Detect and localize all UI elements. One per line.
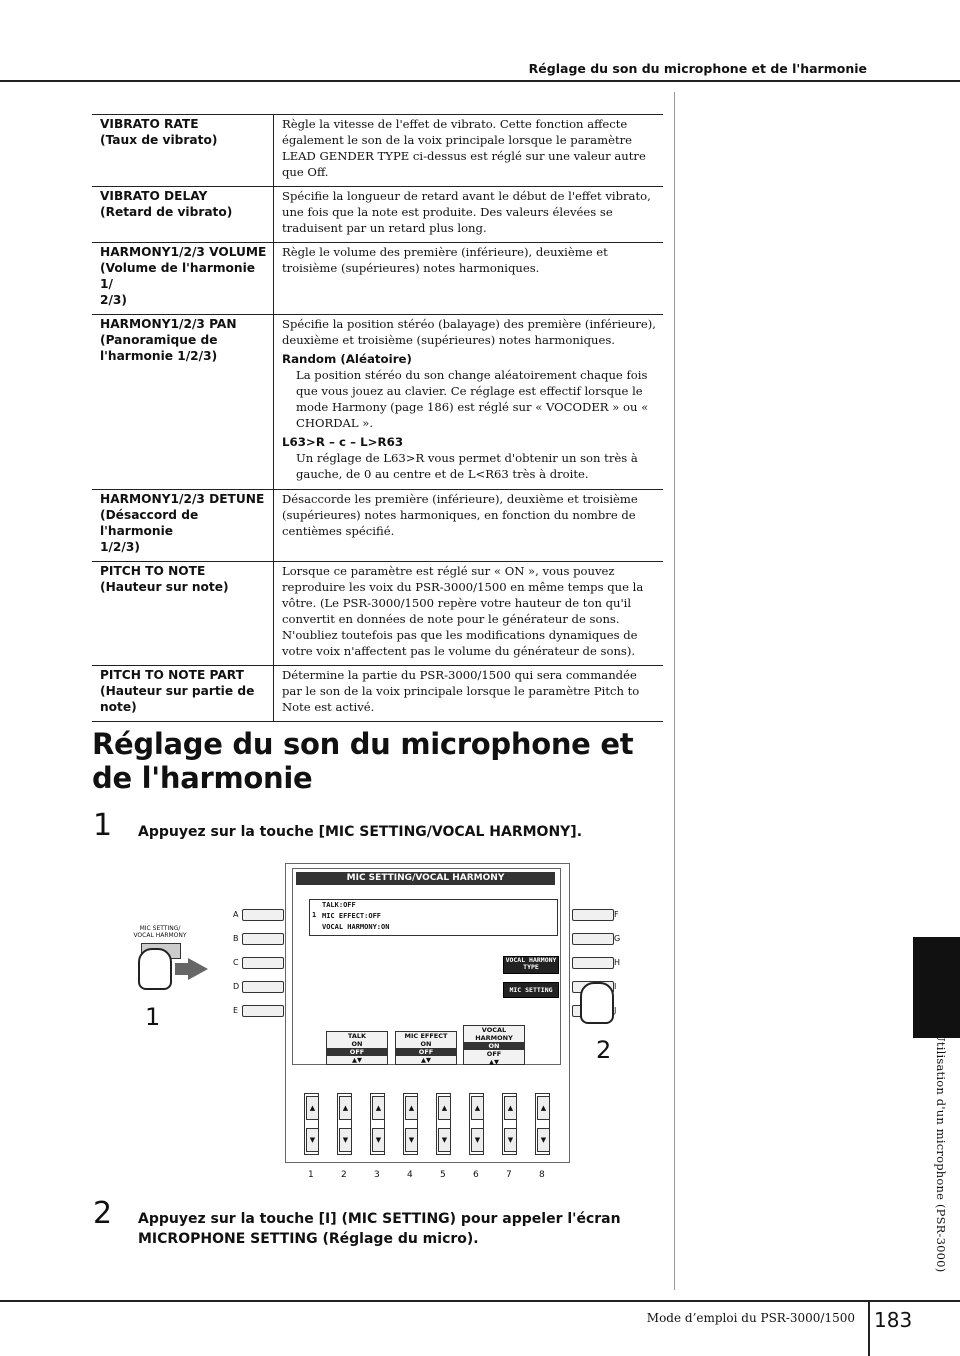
up-down-arrow-icon: ▲▼ [352, 1056, 362, 1064]
param-desc: Lorsque ce paramètre est réglé sur « ON », vous pouvez reproduire les voix du PSR-3000/1500 en même temps que la vôtre. (Le PSR-3000/1500 repère votre hauteur de ton qu'il convertit en données de note pour le générateur de sons. N'oubliez toutefois pas que les modifications dynamiques de votre voix n'affectent pas le volume du générateur de sons). [282, 564, 644, 658]
side-button-label: C [233, 958, 239, 967]
param-desc [274, 315, 664, 490]
side-button-label: J [614, 1006, 617, 1015]
down-arrow-icon: ▼ [372, 1128, 385, 1152]
lcd-title: MIC SETTING/VOCAL HARMONY [296, 872, 555, 885]
lcd-vocal-harmony-type-button: VOCAL HARMONY TYPE [503, 956, 559, 974]
param-name: PITCH TO NOTE (Hauteur sur note) [92, 562, 274, 666]
down-arrow-icon: ▼ [339, 1128, 352, 1152]
callout-number: 1 [145, 1003, 161, 1031]
param-desc: Détermine la partie du PSR-3000/1500 qui sera commandée par le son de la voix principale lorsque le paramètre Pitch to Note est activé. [282, 668, 640, 714]
lcd-tab-vocal-harmony [463, 1025, 525, 1065]
side-button-label: H [614, 958, 621, 967]
arrow-right-icon [188, 958, 208, 980]
button-number: 4 [407, 1170, 413, 1180]
callout-number: 2 [596, 1036, 612, 1064]
chapter-tab [913, 937, 960, 1038]
param-desc: Désaccorde les première (inférieure), deuxième et troisième (supérieures) notes harmoniques, en fonction du nombre de centièmes spécifié. [282, 492, 638, 538]
arrow-icon-tail [175, 963, 189, 975]
tab-on: ON [464, 1042, 524, 1050]
param-desc: Règle la vitesse de l'effet de vibrato. Cette fonction affecte également le son de la voix principale lorsque le paramètre LEAD GENDER TYPE ci-dessus est réglé sur une valeur autre que Off. [282, 117, 646, 179]
running-header: Réglage du son du microphone et de l'harmonie [528, 61, 867, 76]
tab-title: TALK [347, 1032, 367, 1040]
side-button [242, 1005, 284, 1017]
up-arrow-icon: ▲ [471, 1096, 484, 1120]
side-button [572, 909, 614, 921]
dial-button-pair [469, 1093, 484, 1155]
side-button-label: B [233, 934, 239, 943]
option-text: La position stéréo du son change aléatoirement chaque fois que vous jouez au clavier. Ce réglage est effectif lorsque le mode Harmony (page 186) est réglé sur « VOCODER » ou « CHORDAL ». [296, 368, 649, 430]
lcd-line: VOCAL HARMONY:ON [322, 923, 390, 931]
dial-button-pair [304, 1093, 319, 1155]
up-arrow-icon: ▲ [537, 1096, 550, 1120]
mic-button-label: MIC SETTING/ VOCAL HARMONY [133, 925, 187, 939]
up-arrow-icon: ▲ [504, 1096, 517, 1120]
button-number: 3 [374, 1170, 380, 1180]
param-name: PITCH TO NOTE PART (Hauteur sur partie de note) [92, 666, 274, 722]
button-number: 7 [506, 1170, 512, 1180]
lcd-line: TALK:OFF [322, 901, 356, 909]
table-row [92, 490, 663, 562]
lcd-settings-box [309, 899, 558, 936]
up-arrow-icon: ▲ [339, 1096, 352, 1120]
tab-title: MIC EFFECT [404, 1032, 448, 1040]
footer-rule [0, 1300, 960, 1302]
down-arrow-icon: ▼ [438, 1128, 451, 1152]
tab-on: ON [420, 1040, 432, 1048]
option-text: Un réglage de L63>R vous permet d'obtenir un son très à gauche, de 0 au centre et de L<R63 très à droite. [296, 451, 638, 481]
tab-on: ON [351, 1040, 363, 1048]
chapter-tab-label: Utilisation d'un microphone (PSR-3000) [934, 1032, 948, 1273]
param-desc-text: Spécifie la position stéréo (balayage) des première (inférieure), deuxième et troisième (supérieures) notes harmoniques. [282, 317, 656, 347]
lcd-index: 1 [312, 911, 317, 919]
side-button [242, 981, 284, 993]
lcd-line: MIC EFFECT:OFF [322, 912, 382, 920]
side-button-label: I [614, 982, 617, 991]
option-heading: L63>R – c – L>R63 [282, 435, 404, 449]
param-name: HARMONY1/2/3 VOLUME (Volume de l'harmonie 1/ 2/3) [92, 243, 274, 315]
dial-button-pair [535, 1093, 550, 1155]
param-desc: Règle le volume des première (inférieure), deuxième et troisième (supérieures) notes harmoniques. [282, 245, 608, 275]
lcd-tab-talk [326, 1031, 388, 1065]
param-desc: Spécifie la longueur de retard avant le début de l'effet vibrato, une fois que la note est produite. Des valeurs élevées se traduisent par un retard plus long. [282, 189, 651, 235]
dial-button-pair [502, 1093, 517, 1155]
option-heading: Random (Aléatoire) [282, 352, 412, 366]
button-number: 2 [341, 1170, 347, 1180]
lcd-tab-mic-effect [395, 1031, 457, 1065]
dial-button-pair [337, 1093, 352, 1155]
step-instruction: Appuyez sur la touche [I] (MIC SETTING) pour appeler l'écran MICROPHONE SETTING (Réglage du micro). [138, 1211, 621, 1247]
tab-title: VOCAL HARMONY [475, 1026, 513, 1042]
parameter-table [92, 114, 663, 722]
table-row [92, 243, 663, 315]
page-number: 183 [874, 1308, 913, 1332]
table-row [92, 115, 663, 187]
manual-title: Mode d’emploi du PSR-3000/1500 [646, 1311, 855, 1325]
lcd-screen [292, 868, 561, 1065]
up-arrow-icon: ▲ [306, 1096, 319, 1120]
down-arrow-icon: ▼ [537, 1128, 550, 1152]
side-button [242, 909, 284, 921]
footer-divider [868, 1300, 870, 1356]
pointing-hand-icon [138, 948, 172, 990]
side-button-label: E [233, 1006, 239, 1015]
button-number: 1 [308, 1170, 314, 1180]
button-number: 8 [539, 1170, 545, 1180]
down-arrow-icon: ▼ [471, 1128, 484, 1152]
dial-button-pair [403, 1093, 418, 1155]
tab-off: OFF [396, 1048, 456, 1056]
lcd-mic-setting-button: MIC SETTING [503, 982, 559, 998]
side-button-label: A [233, 910, 239, 919]
up-arrow-icon: ▲ [438, 1096, 451, 1120]
up-down-arrow-icon: ▲▼ [421, 1056, 431, 1064]
step-instruction: Appuyez sur la touche [MIC SETTING/VOCAL HARMONY]. [138, 824, 583, 840]
tab-off: OFF [486, 1050, 502, 1058]
side-button-label: G [614, 934, 621, 943]
dial-button-pair [370, 1093, 385, 1155]
param-name: HARMONY1/2/3 DETUNE (Désaccord de l'harmonie 1/2/3) [92, 490, 274, 562]
table-row [92, 315, 663, 490]
param-name: VIBRATO DELAY (Retard de vibrato) [92, 187, 274, 243]
down-arrow-icon: ▼ [405, 1128, 418, 1152]
side-button [242, 933, 284, 945]
table-row [92, 562, 663, 666]
button-number: 6 [473, 1170, 479, 1180]
param-name: VIBRATO RATE (Taux de vibrato) [92, 115, 274, 187]
pointing-hand-icon [580, 982, 617, 1024]
up-down-arrow-icon: ▲▼ [489, 1058, 499, 1066]
side-button [572, 957, 614, 969]
side-button [572, 933, 614, 945]
down-arrow-icon: ▼ [504, 1128, 517, 1152]
header-rule [0, 80, 960, 82]
side-button-label: F [614, 910, 619, 919]
up-arrow-icon: ▲ [372, 1096, 385, 1120]
dial-button-pair [436, 1093, 451, 1155]
step-number: 1 [93, 808, 113, 843]
down-arrow-icon: ▼ [306, 1128, 319, 1152]
param-name: HARMONY1/2/3 PAN (Panoramique de l'harmonie 1/2/3) [92, 315, 274, 490]
button-number: 5 [440, 1170, 446, 1180]
table-row [92, 187, 663, 243]
tab-off: OFF [327, 1048, 387, 1056]
column-divider [674, 92, 675, 1290]
table-row [92, 666, 663, 722]
side-button-label: D [233, 982, 240, 991]
up-arrow-icon: ▲ [405, 1096, 418, 1120]
section-heading: Réglage du son du microphone et de l'harmonie [92, 727, 634, 795]
step-number: 2 [93, 1196, 113, 1231]
side-button [242, 957, 284, 969]
